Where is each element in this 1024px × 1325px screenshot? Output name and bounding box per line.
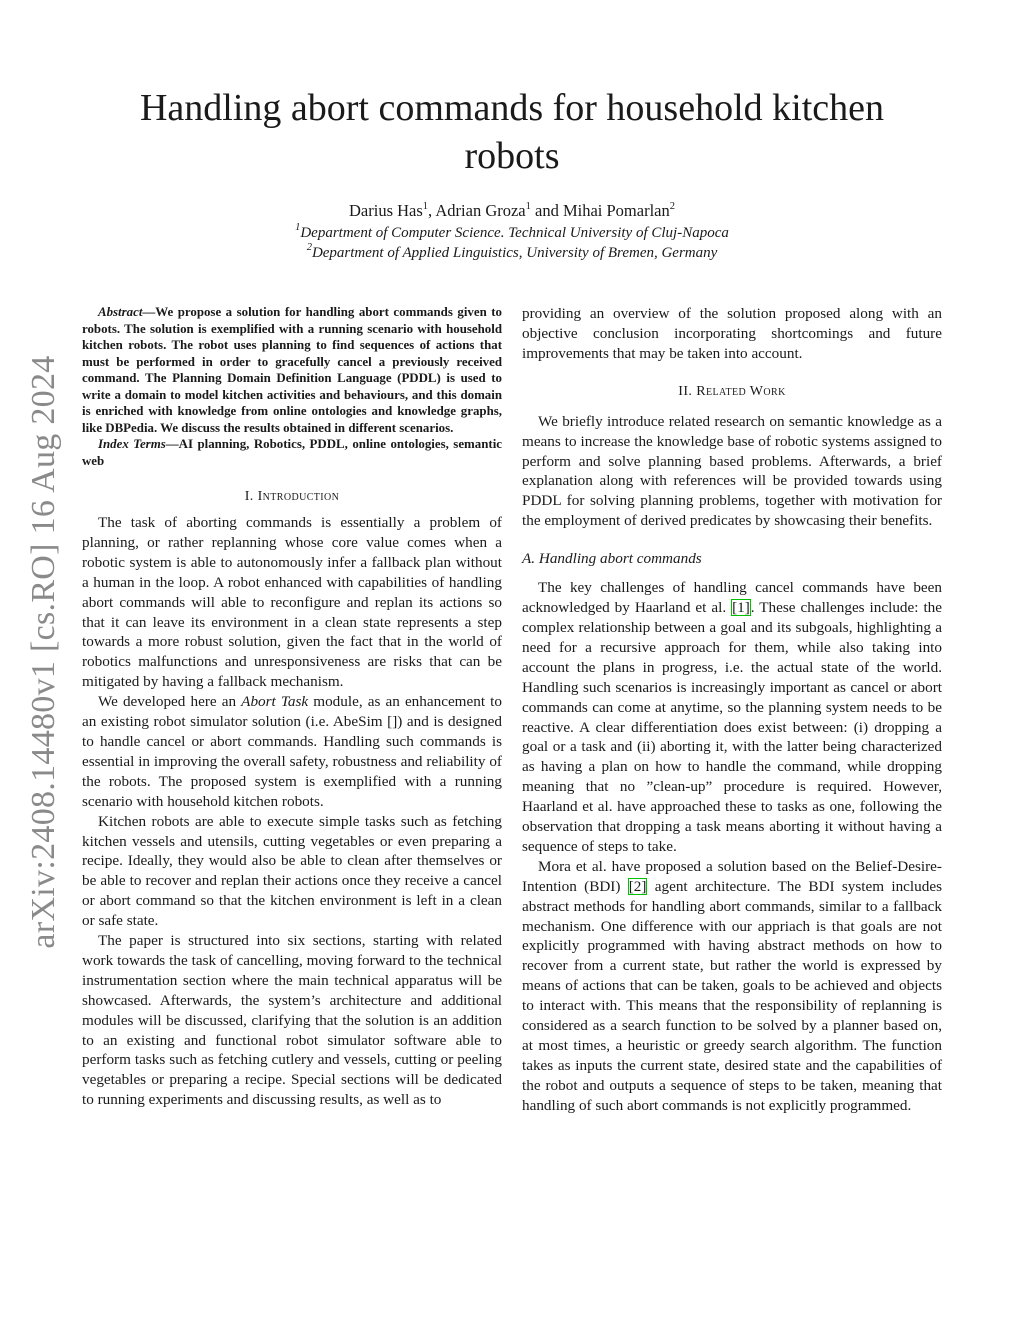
abstract-block: [82, 304, 502, 469]
section-heading-introduction: I. Introduction: [244, 489, 340, 504]
section-heading-related-work: II. Related Work: [678, 383, 786, 399]
emphasis: Abort Task: [241, 693, 309, 711]
paragraph-text: module, as an enhancement to an existing robot simulator solution (i.e. AbeSim []) and is designed to handle cancel or abort commands. Handling such commands is essential in improving the overall safety, robustness and reliability of the robots. The proposed system is exemplified with a running scenario with household kitchen robots.: [82, 693, 502, 810]
paragraph: Kitchen robots are able to execute simple tasks such as fetching kitchen vessels and utensils, cutting vegetables or even preparing a recipe. Ideally, they would also be able to clean after themselves or be able to recover and replan their actions once they receive a cancel or abort command so that the kitchen environment is left in a clean or safe state.: [82, 812, 502, 930]
author-separator: ,: [428, 201, 436, 220]
abstract-paragraph: [82, 304, 502, 436]
paragraph: We briefly introduce related research on semantic knowledge as a means to increase the knowledge base of robotic systems assigned to perform and solve planning based problems. Afterwards, a brief explanation along with references will be provided towards using PDDL for solving planning problems, together with motivation for the employment of derived predicates by showcasing their benefits.: [522, 412, 942, 530]
citation-link[interactable]: [2]: [628, 877, 647, 895]
author-affiliation-mark: 2: [669, 200, 675, 212]
affiliation-mark: 2: [306, 242, 312, 253]
paragraph: [522, 578, 942, 857]
paragraph: [522, 857, 942, 1116]
paragraph-text: Mora et al. have proposed a solution based on the Belief-Desire-Intention (BDI): [522, 857, 942, 895]
affiliation-text: Department of Computer Science. Technical University of Cluj-Napoca: [300, 225, 729, 241]
affiliation-2: [100, 243, 924, 263]
abstract-text: —We propose a solution for handling abort commands given to robots. The solution is exemplified with a running scenario with household kitchen robots. The robot uses planning to find sequences of actions that must be performed in order to gracefully cancel a previously received command. The Planning Domain Definition Language (PDDL) is used to write a domain to model kitchen activities and behaviours, and this domain is enriched with knowledge from online ontologies and knowledge graphs, like DBPedia. We discuss the results obtained in different scenarios.: [82, 305, 502, 435]
paragraph-text: We developed here an: [98, 693, 242, 711]
author-affiliation-mark: 1: [422, 200, 429, 212]
abstract-label: Abstract: [98, 305, 143, 319]
affiliation-mark: 1: [295, 222, 301, 233]
right-column: [522, 304, 942, 1116]
paragraph-text: agent architecture. The BDI system includes abstract methods for handling abort commands, similar to a fallback mechanism. One difference with our appriach is that goals are not explicitly programmed with having abstract methods on how to recover from a current state, but rather the world is expressed by means of actions that can be taken, goals to be achieved and objects to interact with. This means that the responsibility of replanning is considered as a search function to be solved by a planner based on, at most times, a heuristic or greedy search algorithm. The function takes as inputs the current state, desired state and the capabilities of the robot and outputs a sequence of steps to be taken, meaning that handling of such abort commands is not explicitly programmed.: [522, 877, 942, 1114]
affiliation-text: Department of Applied Linguistics, University of Bremen, Germany: [311, 245, 718, 261]
index-terms: [82, 436, 502, 469]
left-column: [82, 304, 502, 1110]
author-separator: and: [530, 201, 563, 220]
paragraph-text: The key challenges of handling cancel commands have been acknowledged by Haarland et al.: [522, 579, 942, 617]
paper-title: Handling abort commands for household kitchen robots: [139, 87, 884, 177]
author-list: [100, 201, 924, 221]
index-terms-text: —AI planning, Robotics, PDDL, online ontologies, semantic web: [82, 437, 502, 468]
arxiv-identifier-text: arXiv:2408.14480v1 [cs.RO] 16 Aug 2024: [25, 355, 62, 949]
citation-link[interactable]: [1]: [732, 599, 750, 617]
affiliation-1: [100, 223, 924, 243]
paragraph-text: . These challenges include: the complex relationship between a goal and its subgoals, highlighting a need for a recursive approach for them, while also taking into account the plans in progress, i.e. the actual state of the world. Handling such scenarios is increasingly important as cancel or abort commands can come at anytime, so the planning system needs to be reactive. A clear differentiation does exist between: (i) dropping a goal or a task and (ii) aborting it, with the latter being characterized as having a plan on how to handle the command, while dropping meaning that no ”clean-up” procedure is required. However, Haarland et al. have approached these to tasks as one, following the observation that dropping a task means aborting it without having a sequence of steps to take.: [522, 599, 942, 855]
index-terms-label: Index Terms: [98, 437, 166, 451]
paragraph: [82, 692, 502, 811]
author-affiliation-mark: 1: [525, 200, 531, 212]
author-name: Darius Has: [349, 201, 423, 220]
author-name: Mihai Pomarlan: [562, 201, 670, 220]
subsection-heading-handling-abort: A. Handling abort commands: [522, 550, 702, 568]
author-name: Adrian Groza: [435, 201, 526, 220]
paragraph: The task of aborting commands is essentially a problem of planning, or rather replanning whose core value comes when a robotic system is able to autonomously infer a fallback plan without a human in the loop. A robot enhanced with capabilities of handling abort commands will able to reconfigure and replan its actions so that it can leave its environment in a clean state represents a step towards a more robust solution, given the fact that in the world of robotics malfunctions and unresponsiveness are risks that can be mitigated by having a fallback mechanism.: [82, 514, 502, 691]
paragraph: The paper is structured into six sections, starting with related work towards the task of cancelling, moving forward to the technical instrumentation section where the main technical apparatus will be showcased. Afterwards, the system’s architecture and additional modules will be discussed, clarifying that the solution is an addition to an existing and functional robot simulator software able to perform tasks such as fetching cutlery and vessels, cutting or peeling vegetables or preparing a recipe. Special sections will be dedicated to running experiments and discussing results, as well as to: [82, 932, 502, 1109]
paragraph-continued: providing an overview of the solution proposed along with an objective conclusion incorporating shortcomings and future improvements that may be taken into account.: [522, 305, 942, 362]
